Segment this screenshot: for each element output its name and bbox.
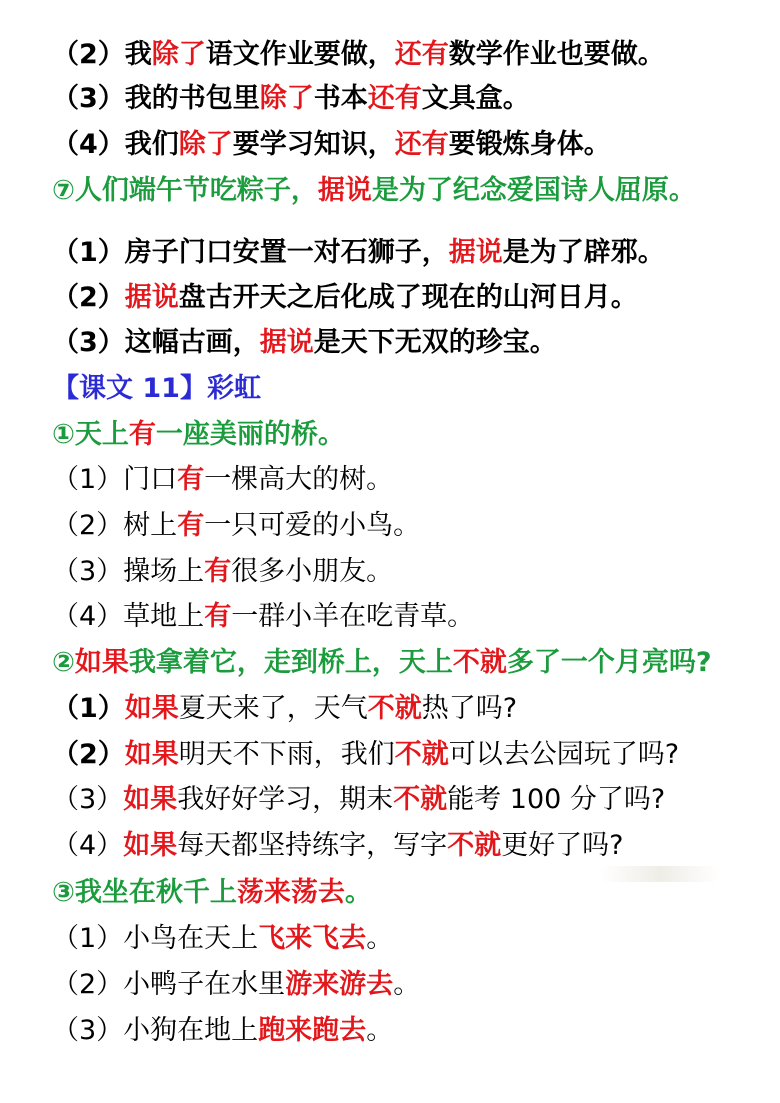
line-3-jushuo	[52, 326, 557, 360]
text-segment: 是天下无双的珍宝。	[313, 327, 557, 358]
text-segment: ⑦人们端午节吃粽子，	[52, 175, 318, 206]
line-2-ruguo	[52, 738, 679, 772]
text-segment: 要学习知识，	[232, 129, 395, 160]
line-3-chule	[52, 82, 530, 116]
line-4-you	[52, 600, 474, 634]
text-segment: 更好了吗?	[501, 830, 624, 861]
highlight-word: 有	[177, 510, 205, 541]
highlight-word: 荡来荡去	[236, 877, 345, 908]
line-3-laiqu	[52, 1014, 393, 1048]
line-1-you	[52, 463, 393, 497]
text-segment: 我好好学习，期末	[177, 784, 394, 815]
text-segment: 每天都坚持练字，写字	[177, 830, 448, 861]
text-segment: （2）	[52, 282, 125, 313]
text-segment: 盘古开天之后化成了现在的山河日月。	[178, 282, 638, 313]
line-2-jushuo	[52, 281, 638, 315]
text-segment: （3）这幅古画，	[52, 327, 260, 358]
highlight-word: 有	[204, 601, 232, 632]
text-segment: （4）草地上	[52, 601, 205, 632]
text-segment: 。	[366, 1015, 394, 1046]
text-segment: 文具盒。	[421, 83, 530, 114]
text-segment: 数学作业也要做。	[448, 39, 665, 70]
text-segment: 热了吗?	[421, 693, 518, 724]
lesson-11-title	[52, 372, 261, 406]
text-segment: （2）	[52, 739, 125, 770]
highlight-word: 如果	[74, 647, 129, 678]
text-segment: 很多小朋友。	[231, 556, 394, 587]
example-1-you	[52, 418, 345, 452]
text-segment: （3）我的书包里	[52, 83, 260, 114]
highlight-word: 除了	[178, 129, 233, 160]
highlight-word: 有	[177, 464, 205, 495]
text-segment: 。	[393, 969, 421, 1000]
highlight-word: 不就	[393, 784, 448, 815]
text-segment: 多了一个月亮吗?	[506, 647, 712, 678]
highlight-word: 有	[128, 419, 156, 450]
line-2-laiqu	[52, 968, 420, 1002]
highlight-word: 还有	[394, 39, 449, 70]
highlight-word: 飞来飞去	[258, 923, 367, 954]
text-segment: 我拿着它，走到桥上，天上	[128, 647, 453, 678]
highlight-word: 据说	[259, 327, 314, 358]
highlight-word: 如果	[124, 693, 179, 724]
text-segment: （2）我	[52, 39, 152, 70]
line-2-you	[52, 509, 420, 543]
example-3-laiqu	[52, 876, 372, 910]
text-segment: 夏天来了，天气	[178, 693, 368, 724]
example-7-jushuo	[52, 174, 696, 208]
text-segment: 一座美丽的桥。	[155, 419, 345, 450]
highlight-word: 还有	[367, 83, 422, 114]
text-segment: 书本	[313, 83, 368, 114]
highlight-word: 据说	[317, 175, 372, 206]
text-segment: 语文作业要做，	[205, 39, 395, 70]
text-segment: 明天不下雨，我们	[178, 739, 395, 770]
highlight-word: 据说	[124, 282, 179, 313]
highlight-word: 如果	[123, 784, 178, 815]
text-segment: （3）	[52, 784, 124, 815]
highlight-word: 如果	[124, 739, 179, 770]
line-2-chule	[52, 38, 665, 72]
line-1-jushuo	[52, 236, 665, 270]
highlight-word: 不就	[394, 739, 449, 770]
text-segment: （4）	[52, 830, 124, 861]
text-segment: （1）房子门口安置一对石狮子，	[52, 237, 449, 268]
text-segment: （2）树上	[52, 510, 178, 541]
text-segment: 要锻炼身体。	[448, 129, 611, 160]
text-segment: （4）我们	[52, 129, 179, 160]
line-3-you	[52, 555, 393, 589]
highlight-word: 如果	[123, 830, 178, 861]
text-segment: 一群小羊在吃青草。	[231, 601, 475, 632]
text-segment: 是为了纪念爱国诗人屈原。	[371, 175, 696, 206]
text-segment: 可以去公园玩了吗?	[448, 739, 680, 770]
line-4-chule	[52, 128, 611, 162]
text-segment: （1）门口	[52, 464, 178, 495]
text-segment: （2）小鸭子在水里	[52, 969, 286, 1000]
line-1-ruguo	[52, 692, 517, 726]
text-segment: 。	[366, 923, 394, 954]
line-4-ruguo	[52, 829, 624, 863]
text-segment: 一棵高大的树。	[204, 464, 394, 495]
text-segment: （3）小狗在地上	[52, 1015, 259, 1046]
text-segment: （3）操场上	[52, 556, 205, 587]
highlight-word: 据说	[448, 237, 503, 268]
highlight-word: 不就	[447, 830, 502, 861]
highlight-word: 不就	[452, 647, 507, 678]
text-segment: 。	[344, 877, 372, 908]
text-segment: ③我坐在秋千上	[52, 877, 237, 908]
highlight-word: 跑来跑去	[258, 1015, 367, 1046]
text-segment: ②	[52, 647, 75, 678]
highlight-word: 有	[204, 556, 232, 587]
highlight-word: 游来游去	[285, 969, 394, 1000]
text-segment: 是为了辟邪。	[502, 237, 665, 268]
highlight-word: 还有	[394, 129, 449, 160]
text-segment: 【课文 11】彩虹	[52, 373, 261, 404]
text-segment: 一只可爱的小鸟。	[204, 510, 421, 541]
text-segment: ①天上	[52, 419, 129, 450]
line-1-laiqu	[52, 922, 393, 956]
line-3-ruguo	[52, 783, 665, 817]
text-segment: （1）小鸟在天上	[52, 923, 259, 954]
text-segment: 能考 100 分了吗?	[447, 784, 666, 815]
example-2-ruguo	[52, 646, 712, 680]
highlight-word: 除了	[259, 83, 314, 114]
highlight-word: 除了	[151, 39, 206, 70]
text-segment: （1）	[52, 693, 125, 724]
scan-smudge	[600, 866, 720, 882]
highlight-word: 不就	[367, 693, 422, 724]
